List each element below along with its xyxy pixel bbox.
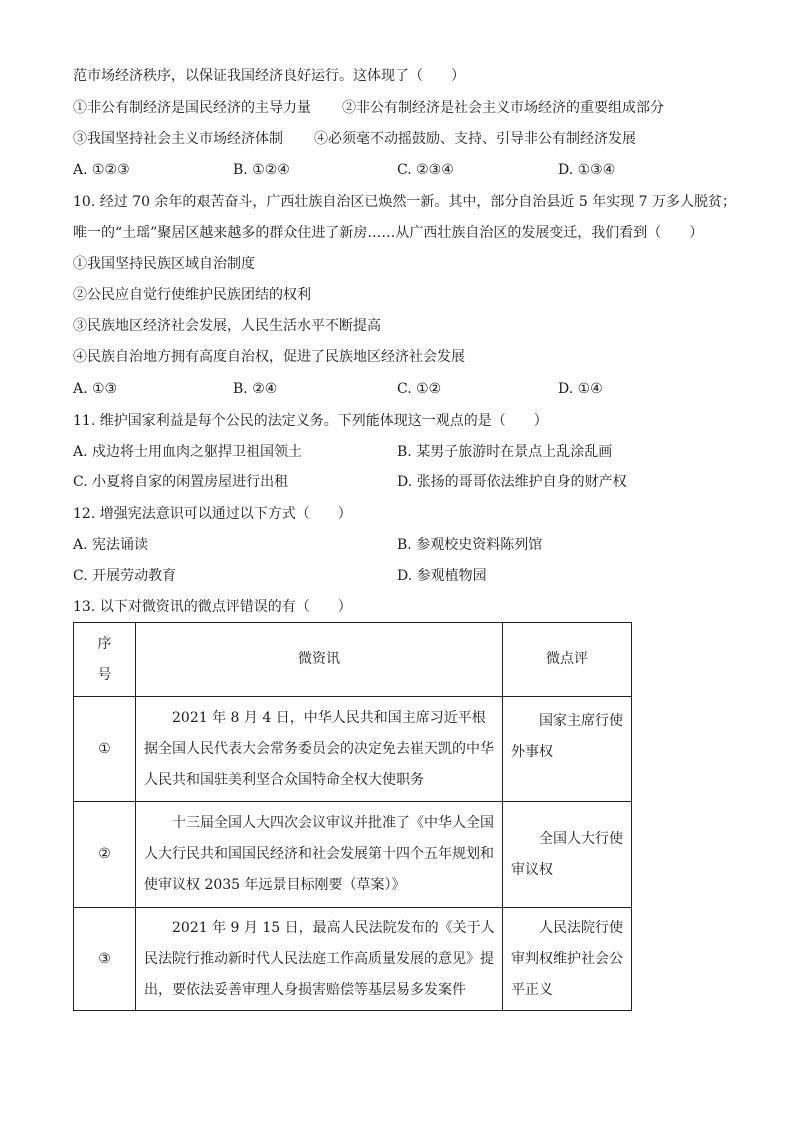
row-comment-cell	[503, 697, 632, 802]
row-seq: ①	[74, 697, 136, 802]
table-row	[74, 908, 632, 1011]
row-info-cell	[136, 697, 503, 802]
q10-item-3: ③民族地区经济社会发展，人民生活水平不断提高	[73, 318, 381, 334]
q13-table	[73, 622, 632, 1011]
header-info: 微资讯	[136, 623, 503, 697]
q13-stem: 13. 以下对微资讯的微点评错误的有（ ）	[73, 599, 352, 615]
row-info-cell	[136, 908, 503, 1011]
q11-option-c: C. 小夏将自家的闲置房屋进行出租	[73, 474, 289, 490]
header-seq	[74, 623, 136, 697]
q9-option-b: B. ①②④	[233, 162, 290, 178]
table-row	[74, 802, 632, 908]
row-comment: 国家主席行使外事权	[511, 713, 623, 760]
q9-item-4: ④必须毫不动摇鼓励、支持、引导非公有制经济发展	[314, 131, 636, 147]
row-info-cell	[136, 802, 503, 908]
q11-stem: 11. 维护国家利益是每个公民的法定义务。下列能体现这一观点的是（ ）	[73, 413, 548, 429]
q12-option-b: B. 参观校史资料陈列馆	[397, 537, 543, 553]
q11-option-d: D. 张扬的哥哥依法维护自身的财产权	[397, 474, 627, 490]
q10-stem-line-1: 10. 经过 70 余年的艰苦奋斗，广西壮族自治区已焕然一新。其中，部分自治县近 5 年实现 7 万多人脱贫；	[73, 194, 737, 210]
q9-item-3: ③我国坚持社会主义市场经济体制	[73, 131, 283, 147]
q10-option-a: A. ①③	[73, 381, 118, 397]
q9-item-1: ①非公有制经济是国民经济的主导力量	[73, 100, 311, 116]
row-info: 2021 年 8 月 4 日，中华人民共和国主席习近平根据全国人民代表大会常务委员会的决定免去崔天凯的中华人民共和国驻美利坚合众国特命全权大使职务	[144, 709, 494, 788]
q12-stem: 12. 增强宪法意识可以通过以下方式（ ）	[73, 506, 352, 522]
q12-option-a: A. 宪法诵读	[73, 537, 149, 553]
q9-option-c: C. ②③④	[397, 162, 454, 178]
row-comment-cell	[503, 908, 632, 1011]
q10-option-b: B. ②④	[233, 381, 278, 397]
row-comment: 人民法院行使审判权维护社会公平正义	[511, 919, 623, 998]
q12-option-d: D. 参观植物园	[397, 568, 487, 584]
q10-option-c: C. ①②	[397, 381, 442, 397]
q9-option-a: A. ①②③	[73, 162, 130, 178]
table-header-row	[74, 623, 632, 697]
row-seq: ③	[74, 908, 136, 1011]
header-comment: 微点评	[503, 623, 632, 697]
q10-stem-line-2: 唯一的“土瑶”聚居区越来越多的群众住进了新房……从广西壮族自治区的发展变迁，我们看到（ ）	[73, 225, 704, 241]
q9-option-d: D. ①③④	[558, 162, 616, 178]
q12-option-c: C. 开展劳动教育	[73, 568, 177, 584]
row-info: 2021 年 9 月 15 日，最高人民法院发布的《关于人民法院行推动新时代人民法庭工作高质量发展的意见》提出，要依法妥善审理人身损害赔偿等基层易多发案件	[144, 919, 495, 998]
q10-option-d: D. ①④	[558, 381, 603, 397]
row-comment: 全国人大行使审议权	[511, 830, 623, 878]
row-seq: ②	[74, 802, 136, 908]
header-seq-label: 序号	[97, 635, 112, 683]
q10-item-2: ②公民应自觉行使维护民族团结的权利	[73, 287, 311, 303]
q11-option-a: A. 戍边将士用血肉之躯捍卫祖国领土	[73, 444, 303, 460]
table-row	[74, 697, 632, 802]
row-comment-cell	[503, 802, 632, 908]
q10-item-4: ④民族自治地方拥有高度自治权，促进了民族地区经济社会发展	[73, 349, 465, 365]
q10-item-1: ①我国坚持民族区域自治制度	[73, 256, 255, 272]
q9-item-2: ②非公有制经济是社会主义市场经济的重要组成部分	[342, 100, 664, 116]
q11-option-b: B. 某男子旅游时在景点上乱涂乱画	[397, 444, 613, 460]
row-info: 十三届全国人大四次会议审议并批准了《中华人全国人大行民共和国国民经济和社会发展第十四个五年规划和使审议权 2035 年远景目标刚要（草案）》	[144, 815, 494, 893]
q9-stem-tail: 范市场经济秩序，以保证我国经济良好运行。这体现了（ ）	[73, 68, 465, 84]
